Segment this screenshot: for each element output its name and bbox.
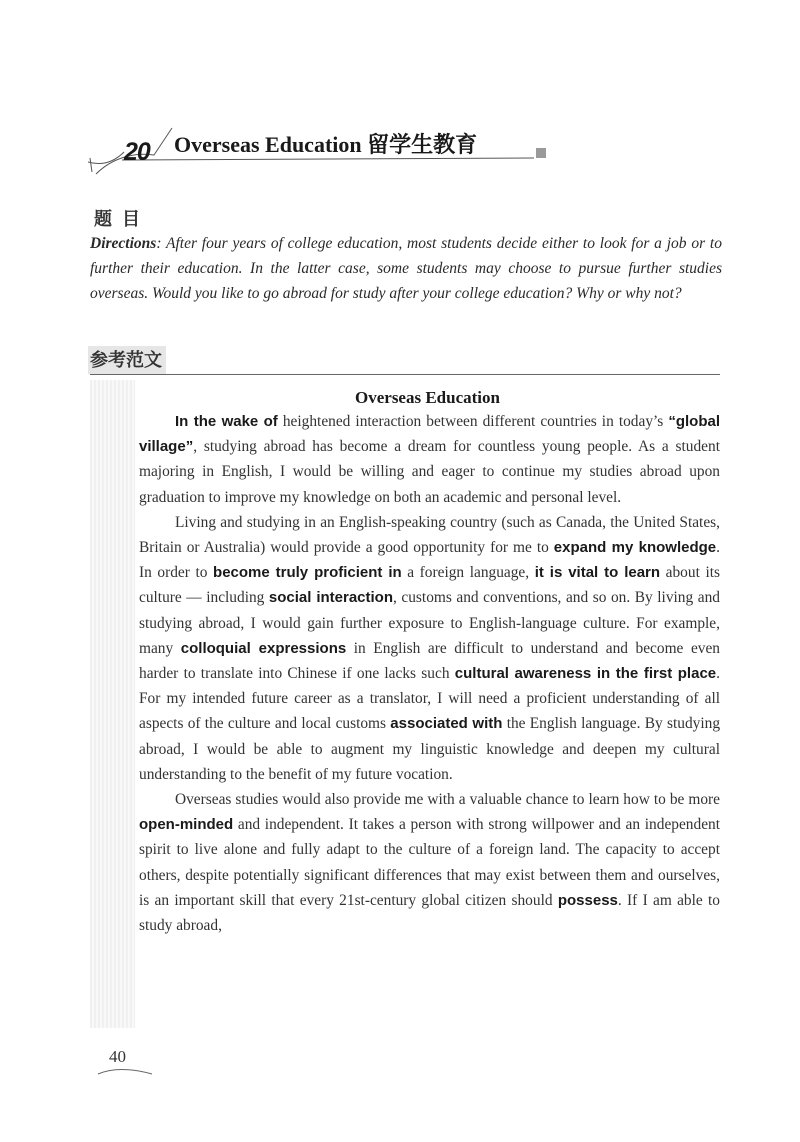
text-run: heightened interaction between different countries in today’s: [277, 413, 669, 430]
essay-title: Overseas Education: [355, 388, 500, 407]
text-run: , studying abroad has become a dream for countless young people. As a student majoring in English, I would be willing and eager to continue my studies abroad upon graduation to improve my knowledge on both an academic and personal level.: [139, 438, 720, 506]
key-phrase: it is vital to learn: [534, 564, 661, 582]
directions-body: : After four years of college education, most students decide either to look for a job or to further their education. In the latter case, some students may choose to pursue further studies overseas. Would you like to go abroad for study after your college education? Why or why not?: [90, 235, 722, 302]
text-run: the English language. By studying abroad, I would be able to augment my linguistic knowledge and deepen my cultural understanding to the benefit of my future vocation.: [139, 715, 721, 783]
text-run: a foreign language,: [401, 564, 535, 582]
text-run: . In order to: [139, 539, 720, 582]
text-run: about its culture — including: [139, 564, 720, 607]
essay-divider: [90, 374, 720, 375]
essay-paragraph: [139, 409, 720, 510]
key-phrase: In the wake of: [175, 413, 278, 430]
key-phrase: “global village”: [139, 413, 721, 456]
essay-paragraph: [139, 510, 720, 787]
text-run: in English are difficult to understand and become even harder to translate into Chinese if one lacks such: [139, 639, 720, 683]
key-phrase: associated with: [390, 715, 503, 733]
text-run: . For my intended future career as a translator, I will need a proficient understanding of all aspects of the culture and local customs: [139, 665, 720, 733]
chapter-square-mark: [536, 148, 546, 158]
text-run: and independent. It takes a person with strong willpower and an independent spirit to live alone and fully adapt to the culture of a foreign land. The capacity to accept others, despite potentially significant differences that may exist between them and ourselves, is an important skill that every 21st-century global citizen should: [139, 816, 720, 909]
key-phrase: possess: [557, 891, 618, 909]
chapter-header: [88, 112, 558, 192]
text-run: , customs and conventions, and so on. By living and studying abroad, I would gain further exposure to English-language culture. For example, many: [139, 589, 720, 657]
key-phrase: become truly proficient in: [213, 564, 402, 582]
key-phrase: colloquial expressions: [180, 639, 347, 657]
key-phrase: cultural awareness in the first place: [454, 665, 717, 683]
decorative-left-strip: [90, 380, 135, 1028]
key-phrase: social interaction: [268, 589, 393, 607]
page-number: 40: [109, 1047, 126, 1066]
directions-text: [90, 231, 722, 306]
text-run: Living and studying in an English-speaking country (such as Canada, the United States, Britain or Australia) would provide a good opportunity for me to: [139, 513, 720, 557]
text-run: . If I am able to study abroad,: [139, 891, 721, 935]
key-phrase: open-minded: [139, 816, 234, 834]
text-run: Overseas studies would also provide me with a valuable chance to learn how to be more: [175, 791, 720, 809]
chapter-number: 20: [124, 138, 150, 166]
key-phrase: expand my knowledge: [553, 539, 717, 557]
essay-paragraph: [139, 787, 720, 938]
essay-body: [139, 409, 720, 938]
directions-label: Directions: [90, 235, 157, 252]
chapter-title: Overseas Education 留学生教育: [174, 132, 478, 157]
section-heading-topic: 题目: [94, 209, 150, 230]
page-number-swoosh-ornament: [96, 1066, 156, 1078]
section-heading-sample-essay: 参考范文: [88, 346, 166, 374]
